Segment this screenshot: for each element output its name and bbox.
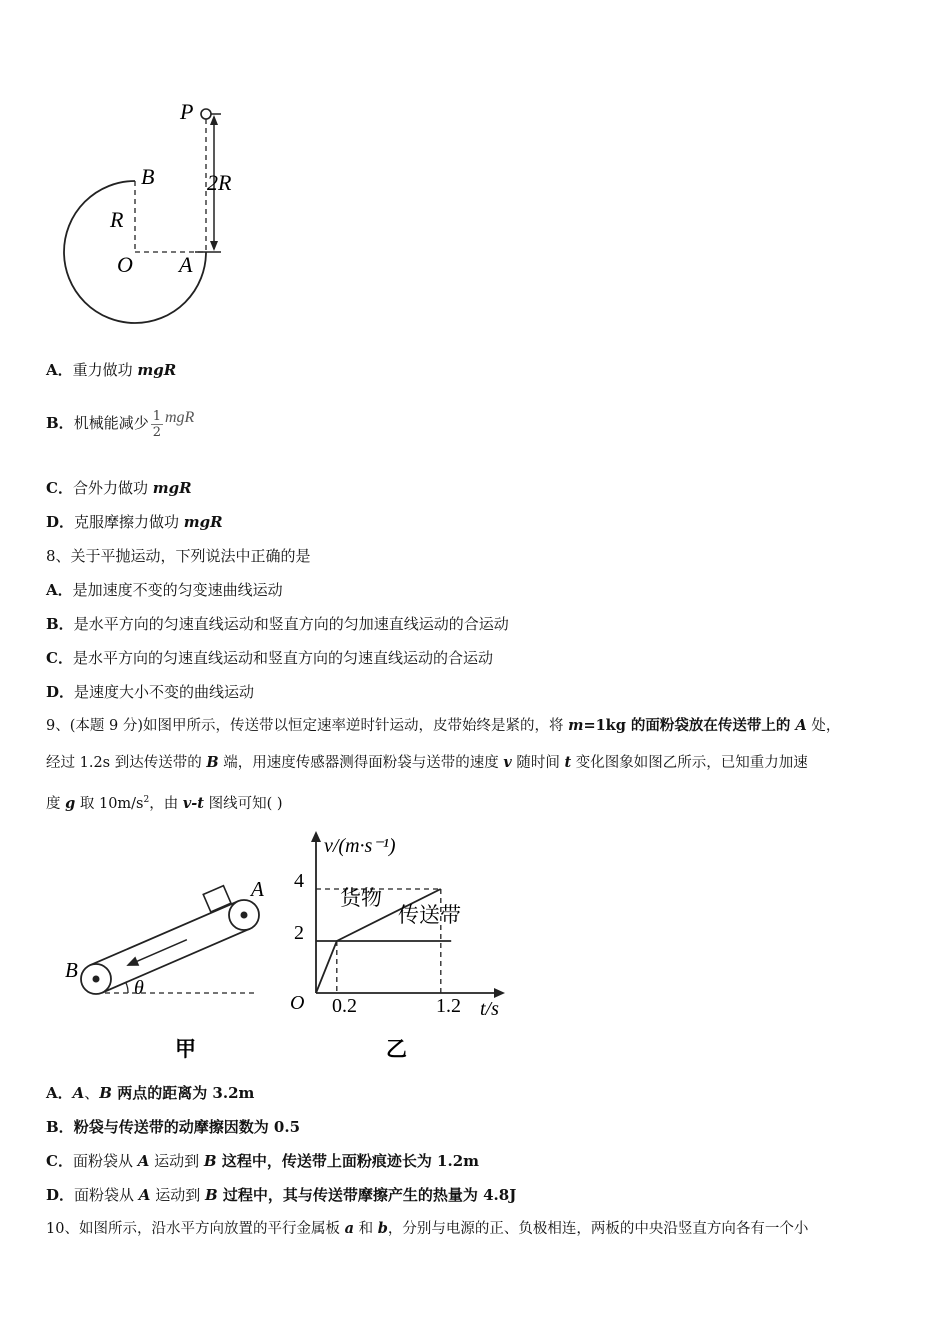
- label-theta: θ: [134, 977, 144, 999]
- option-letter: C．: [46, 479, 73, 497]
- q8-option-d: [46, 682, 254, 702]
- text: ，分别与电源的正、负极相连，两板的中央沿竖直方向各有一个小: [387, 1221, 809, 1237]
- option-letter: B．: [46, 1118, 74, 1136]
- text: 随时间: [511, 755, 565, 771]
- label-A: A: [251, 877, 264, 901]
- formula: mgR: [183, 513, 223, 531]
- q8-option-c: [46, 648, 493, 668]
- option-text: 合外力做功: [72, 479, 153, 497]
- q8-option-b: [46, 614, 509, 634]
- q9-option-c: [46, 1151, 479, 1171]
- separator: 、: [84, 1084, 100, 1102]
- text: 面粉袋从: [72, 1152, 138, 1170]
- var-B: B: [206, 754, 219, 771]
- caption-yi: 乙: [386, 1037, 407, 1061]
- q9-option-d: [46, 1185, 516, 1205]
- roller-A-inner: [241, 912, 248, 919]
- label-2R: 2R: [207, 170, 232, 195]
- option-letter: A．: [46, 1084, 73, 1102]
- belt-bottom: [102, 929, 250, 993]
- y-axis-arrow: [311, 831, 321, 842]
- y-tick-4: 4: [294, 870, 304, 892]
- option-text: 粉袋与传送带的动摩擦因数为 0.5: [73, 1118, 301, 1136]
- y-axis-label: v/(m·s⁻¹): [324, 835, 396, 857]
- option-letter: D．: [46, 1186, 75, 1204]
- fraction: [151, 409, 163, 440]
- q10-stem-line1: [46, 1219, 808, 1239]
- figure-vt-graph: [280, 825, 520, 1065]
- var-g: g: [65, 794, 76, 812]
- q9-stem-line1: [46, 716, 840, 736]
- var-B: B: [204, 1186, 218, 1204]
- fraction-denominator: 2: [152, 424, 161, 440]
- text: =1kg 的面粉袋放在传送带上的: [583, 717, 796, 734]
- q9-stem-line3: [46, 790, 283, 814]
- var-vt: v-t: [182, 794, 204, 812]
- roller-B-inner: [93, 976, 100, 983]
- option-letter: A．: [46, 581, 73, 599]
- cargo-box: [203, 886, 231, 912]
- q7-option-b: [46, 400, 194, 441]
- option-letter: B．: [46, 615, 74, 633]
- var-A: A: [795, 717, 807, 734]
- formula: mgR: [137, 361, 177, 379]
- text: 图线可知( ): [204, 795, 283, 812]
- option-letter: C．: [46, 649, 73, 667]
- label-B: B: [141, 164, 155, 189]
- superscript: 2: [143, 795, 150, 805]
- figure-circular-track: [55, 95, 255, 335]
- option-text: 是水平方向的匀速直线运动和竖直方向的匀加速直线运动的合运动: [73, 615, 509, 633]
- origin-label: O: [290, 992, 305, 1014]
- var-A: A: [137, 1152, 150, 1170]
- var-m: m: [568, 717, 584, 734]
- option-text: 重力做功: [72, 361, 138, 379]
- var-t: t: [564, 754, 572, 771]
- figure-conveyor-belt: [55, 860, 275, 1065]
- q7-option-d: [46, 512, 223, 532]
- label-B: B: [65, 958, 78, 982]
- formula: mgR: [152, 479, 192, 497]
- x-tick-0.2: 0.2: [332, 995, 357, 1017]
- y-tick-2: 2: [294, 922, 304, 944]
- arrow-down: [210, 241, 218, 251]
- option-text: 是水平方向的匀速直线运动和竖直方向的匀速直线运动的合运动: [72, 649, 493, 667]
- var-B: B: [203, 1152, 217, 1170]
- var-B: B: [99, 1084, 112, 1102]
- text: 变化图象如图乙所示，已知重力加速: [571, 755, 808, 771]
- label-cargo: 货物: [340, 886, 382, 910]
- x-axis-arrow: [494, 988, 505, 998]
- label-belt: 传送带: [398, 903, 461, 927]
- label-P: P: [180, 99, 194, 124]
- text: 10、如图所示，沿水平方向放置的平行金属板: [46, 1221, 345, 1237]
- text: 面粉袋从: [74, 1186, 139, 1204]
- var-b: b: [377, 1220, 388, 1237]
- motion-arrow-head: [124, 957, 139, 971]
- var-v: v: [503, 754, 512, 771]
- formula: mgR: [164, 409, 195, 426]
- option-letter: B．: [46, 414, 74, 432]
- option-letter: C．: [46, 1152, 73, 1170]
- option-text: 两点的距离为 3.2m: [111, 1084, 255, 1102]
- text: 过程中，其与传送带摩擦产生的热量为 4.8J: [217, 1186, 517, 1204]
- x-axis-label: t/s: [480, 998, 499, 1020]
- var-a: a: [344, 1220, 354, 1237]
- option-letter: A．: [46, 361, 73, 379]
- text: 经过 1.2s 到达传送带的: [46, 755, 207, 771]
- option-text: 是加速度不变的匀变速曲线运动: [72, 581, 283, 599]
- text: 运动到: [149, 1152, 204, 1170]
- label-A: A: [179, 252, 193, 277]
- angle-arc: [126, 983, 128, 993]
- option-letter: D．: [46, 513, 75, 531]
- belt-top: [90, 901, 238, 965]
- q9-option-a: [46, 1083, 254, 1103]
- option-letter: D．: [46, 683, 75, 701]
- text: 处，: [806, 718, 841, 734]
- q8-stem: 8、关于平抛运动，下列说法中正确的是: [46, 547, 311, 565]
- text: 运动到: [150, 1186, 205, 1204]
- q8-option-a: [46, 580, 283, 600]
- var-A: A: [138, 1186, 151, 1204]
- text: 端，用速度传感器测得面粉袋与送带的速度: [218, 755, 504, 771]
- text: 和: [353, 1221, 378, 1237]
- x-tick-1.2: 1.2: [436, 995, 461, 1017]
- fraction-numerator: 1: [152, 408, 161, 424]
- text: 9、(本题 9 分)如图甲所示，传送带以恒定速率逆时针运动，皮带始终是紧的，将: [46, 718, 569, 734]
- q7-option-c: [46, 478, 192, 498]
- text: ，由: [149, 795, 183, 812]
- point-P: [201, 109, 211, 119]
- text: 这程中，传送带上面粉痕迹长为 1.2m: [216, 1152, 480, 1170]
- q7-option-a: [46, 360, 176, 380]
- option-text: 克服摩擦力做功: [74, 513, 184, 531]
- q9-option-b: [46, 1117, 300, 1137]
- caption-jia: 甲: [175, 1037, 196, 1061]
- var-A: A: [72, 1084, 85, 1102]
- option-text: 是速度大小不变的曲线运动: [74, 683, 255, 701]
- q9-stem-line2: [46, 753, 808, 773]
- option-text: 机械能减少: [73, 414, 149, 432]
- label-R: R: [110, 207, 124, 232]
- label-O: O: [117, 252, 133, 277]
- text: 度: [46, 795, 66, 812]
- text: 取 10m/s: [75, 795, 144, 812]
